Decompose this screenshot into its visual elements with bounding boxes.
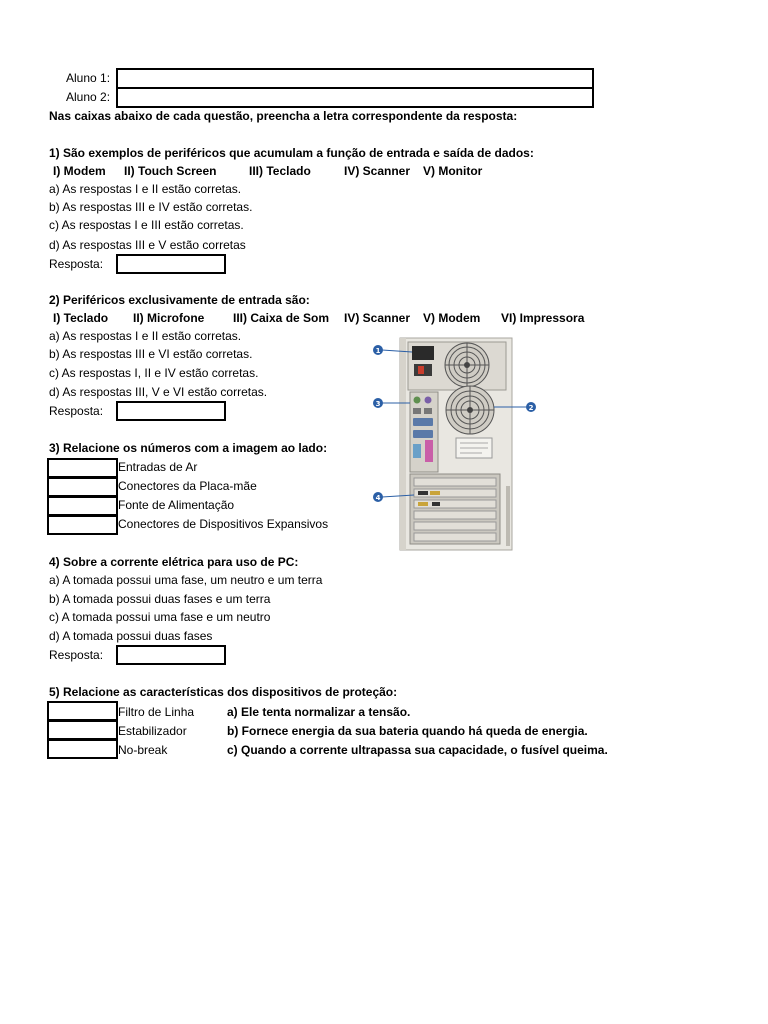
q1-title: 1) São exemplos de periféricos que acumulam a função de entrada e saída de dados: <box>49 146 534 160</box>
q3-title: 3) Relacione os números com a imagem ao lado: <box>49 441 328 455</box>
q3-item: Conectores de Dispositivos Expansivos <box>118 517 329 531</box>
q2-item: I) Teclado <box>53 311 109 325</box>
aluno1-label: Aluno 1: <box>66 71 111 85</box>
q2-item: VI) Impressora <box>501 311 585 325</box>
q5-device: No-break <box>118 743 168 757</box>
aluno1-field[interactable] <box>116 68 594 89</box>
q5-answer-box[interactable] <box>47 739 118 759</box>
q4-option-a: a) A tomada possui uma fase, um neutro e um terra <box>49 573 323 587</box>
q1-item: V) Monitor <box>423 164 483 178</box>
instructions: Nas caixas abaixo de cada questão, preencha a letra correspondente da resposta: <box>49 109 518 123</box>
q2-title: 2) Periféricos exclusivamente de entrada são: <box>49 293 310 307</box>
q5-answer-option: c) Quando a corrente ultrapassa sua capacidade, o fusível queima. <box>227 743 608 757</box>
callout-2-label: 2 <box>528 404 534 412</box>
q1-resposta-label: Resposta: <box>49 257 104 271</box>
q4-option-b: b) A tomada possui duas fases e um terra <box>49 592 271 606</box>
q5-answer-box[interactable] <box>47 701 118 721</box>
callout-1-label: 1 <box>375 347 381 355</box>
q5-answer-option: b) Fornece energia da sua bateria quando há queda de energia. <box>227 724 588 738</box>
q3-item: Conectores da Placa-mãe <box>118 479 257 493</box>
q1-answer-box[interactable] <box>116 254 226 274</box>
q2-option-c: c) As respostas I, II e IV estão corretas. <box>49 366 259 380</box>
q2-item: IV) Scanner <box>344 311 411 325</box>
q2-resposta-label: Resposta: <box>49 404 104 418</box>
q3-answer-box[interactable] <box>47 515 118 535</box>
q3-answer-box[interactable] <box>47 458 118 478</box>
q4-option-c: c) A tomada possui uma fase e um neutro <box>49 610 271 624</box>
q3-answer-box[interactable] <box>47 477 118 497</box>
q1-option-b: b) As respostas III e IV estão corretas. <box>49 200 253 214</box>
q4-option-d: d) A tomada possui duas fases <box>49 629 213 643</box>
q2-option-a: a) As respostas I e II estão corretas. <box>49 329 242 343</box>
aluno2-field[interactable] <box>116 87 594 108</box>
q1-option-a: a) As respostas I e II estão corretas. <box>49 182 242 196</box>
q3-item: Entradas de Ar <box>118 460 198 474</box>
q5-answer-box[interactable] <box>47 720 118 740</box>
q1-item: I) Modem <box>53 164 106 178</box>
q2-answer-box[interactable] <box>116 401 226 421</box>
q1-item: IV) Scanner <box>344 164 411 178</box>
q1-item: II) Touch Screen <box>124 164 217 178</box>
q2-option-b: b) As respostas III e VI estão corretas. <box>49 347 253 361</box>
q5-title: 5) Relacione as características dos dispositivos de proteção: <box>49 685 398 699</box>
q1-item: III) Teclado <box>249 164 311 178</box>
q4-title: 4) Sobre a corrente elétrica para uso de PC: <box>49 555 299 569</box>
callout-4-label: 4 <box>375 494 381 502</box>
q2-item: V) Modem <box>423 311 481 325</box>
callout-3-label: 3 <box>375 400 381 408</box>
q2-item: II) Microfone <box>133 311 205 325</box>
pc-tower-image <box>370 336 548 552</box>
q4-answer-box[interactable] <box>116 645 226 665</box>
q2-option-d: d) As respostas III, V e VI estão corretas. <box>49 385 268 399</box>
q1-option-c: c) As respostas I e III estão corretas. <box>49 218 244 232</box>
q2-item: III) Caixa de Som <box>233 311 330 325</box>
q5-device: Filtro de Linha <box>118 705 195 719</box>
q3-item: Fonte de Alimentação <box>118 498 235 512</box>
q3-answer-box[interactable] <box>47 496 118 516</box>
power-socket-icon <box>412 346 434 360</box>
aluno2-label: Aluno 2: <box>66 90 111 104</box>
q1-option-d: d) As respostas III e V estão corretas <box>49 238 246 252</box>
q5-answer-option: a) Ele tenta normalizar a tensão. <box>227 705 411 719</box>
q4-resposta-label: Resposta: <box>49 648 104 662</box>
q5-device: Estabilizador <box>118 724 187 738</box>
